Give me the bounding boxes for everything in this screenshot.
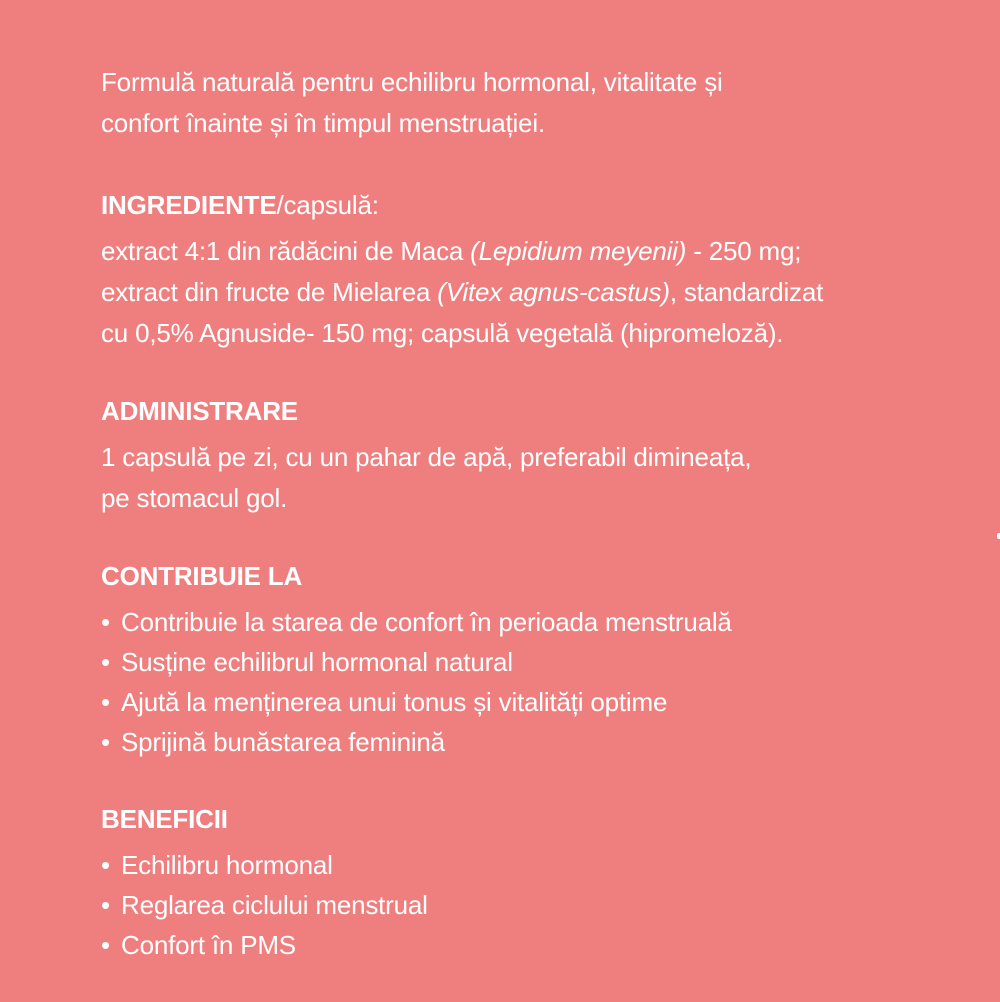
contributes-list: [101, 602, 961, 762]
intro-line: Formulă naturală pentru echilibru hormonal, vitalitate și: [101, 67, 723, 97]
ingredient-line: cu 0,5% Agnuside- 150 mg; capsulă vegetală (hipromeloză).: [101, 318, 784, 348]
administration-line: pe stomacul gol.: [101, 483, 288, 513]
list-item: [101, 642, 961, 682]
ingredient-text: , standardizat: [669, 277, 824, 307]
bullet-icon: •: [101, 687, 110, 717]
ingredient-text: - 250 mg;: [686, 236, 802, 266]
administration-heading: ADMINISTRARE: [101, 396, 298, 426]
list-item: [101, 845, 961, 885]
product-info-panel: [101, 62, 961, 1002]
list-item-text: Reglarea ciclului menstrual: [121, 890, 428, 920]
contributes-section: [101, 556, 961, 762]
ingredient-line: [101, 272, 961, 313]
list-item-text: Contribuie la starea de confort în perioada menstruală: [121, 607, 732, 637]
ingredients-heading-label: INGREDIENTE: [101, 190, 277, 220]
ingredient-text: extract 4:1 din rădăcini de Maca: [101, 236, 471, 266]
contributes-heading: CONTRIBUIE LA: [101, 561, 303, 591]
list-item-text: Sprijină bunăstarea feminină: [121, 727, 445, 757]
list-item-text: Ajută la menținerea unui tonus și vitalități optime: [121, 687, 668, 717]
list-item: [101, 602, 961, 642]
list-item: [101, 885, 961, 925]
benefits-section: [101, 799, 961, 965]
list-item: [101, 682, 961, 722]
list-item-text: Echilibru hormonal: [121, 850, 333, 880]
bullet-icon: •: [101, 727, 110, 757]
list-item-text: Susține echilibrul hormonal natural: [121, 647, 513, 677]
benefits-heading: BENEFICII: [101, 804, 228, 834]
bullet-icon: •: [101, 607, 110, 637]
list-item: [101, 925, 961, 965]
list-item-text: Confort în PMS: [121, 930, 296, 960]
intro-block: [101, 62, 961, 144]
ingredients-heading-suffix: /capsulă:: [276, 190, 379, 220]
bullet-icon: •: [101, 850, 110, 880]
ingredients-section: [101, 185, 961, 354]
botanical-name: (Lepidium meyenii): [470, 236, 687, 266]
botanical-name: (Vitex agnus-castus): [437, 277, 670, 307]
ingredient-text: extract din fructe de Mielarea: [101, 277, 438, 307]
administration-section: [101, 391, 961, 519]
ingredients-heading: [101, 185, 961, 226]
bullet-icon: •: [101, 647, 110, 677]
administration-line: 1 capsulă pe zi, cu un pahar de apă, preferabil dimineața,: [101, 442, 752, 472]
intro-line: confort înainte și în timpul menstruației.: [101, 108, 545, 138]
benefits-list: [101, 845, 961, 965]
list-item: [101, 722, 961, 762]
ingredient-line: [101, 231, 961, 272]
bullet-icon: •: [101, 890, 110, 920]
bullet-icon: •: [101, 930, 110, 960]
